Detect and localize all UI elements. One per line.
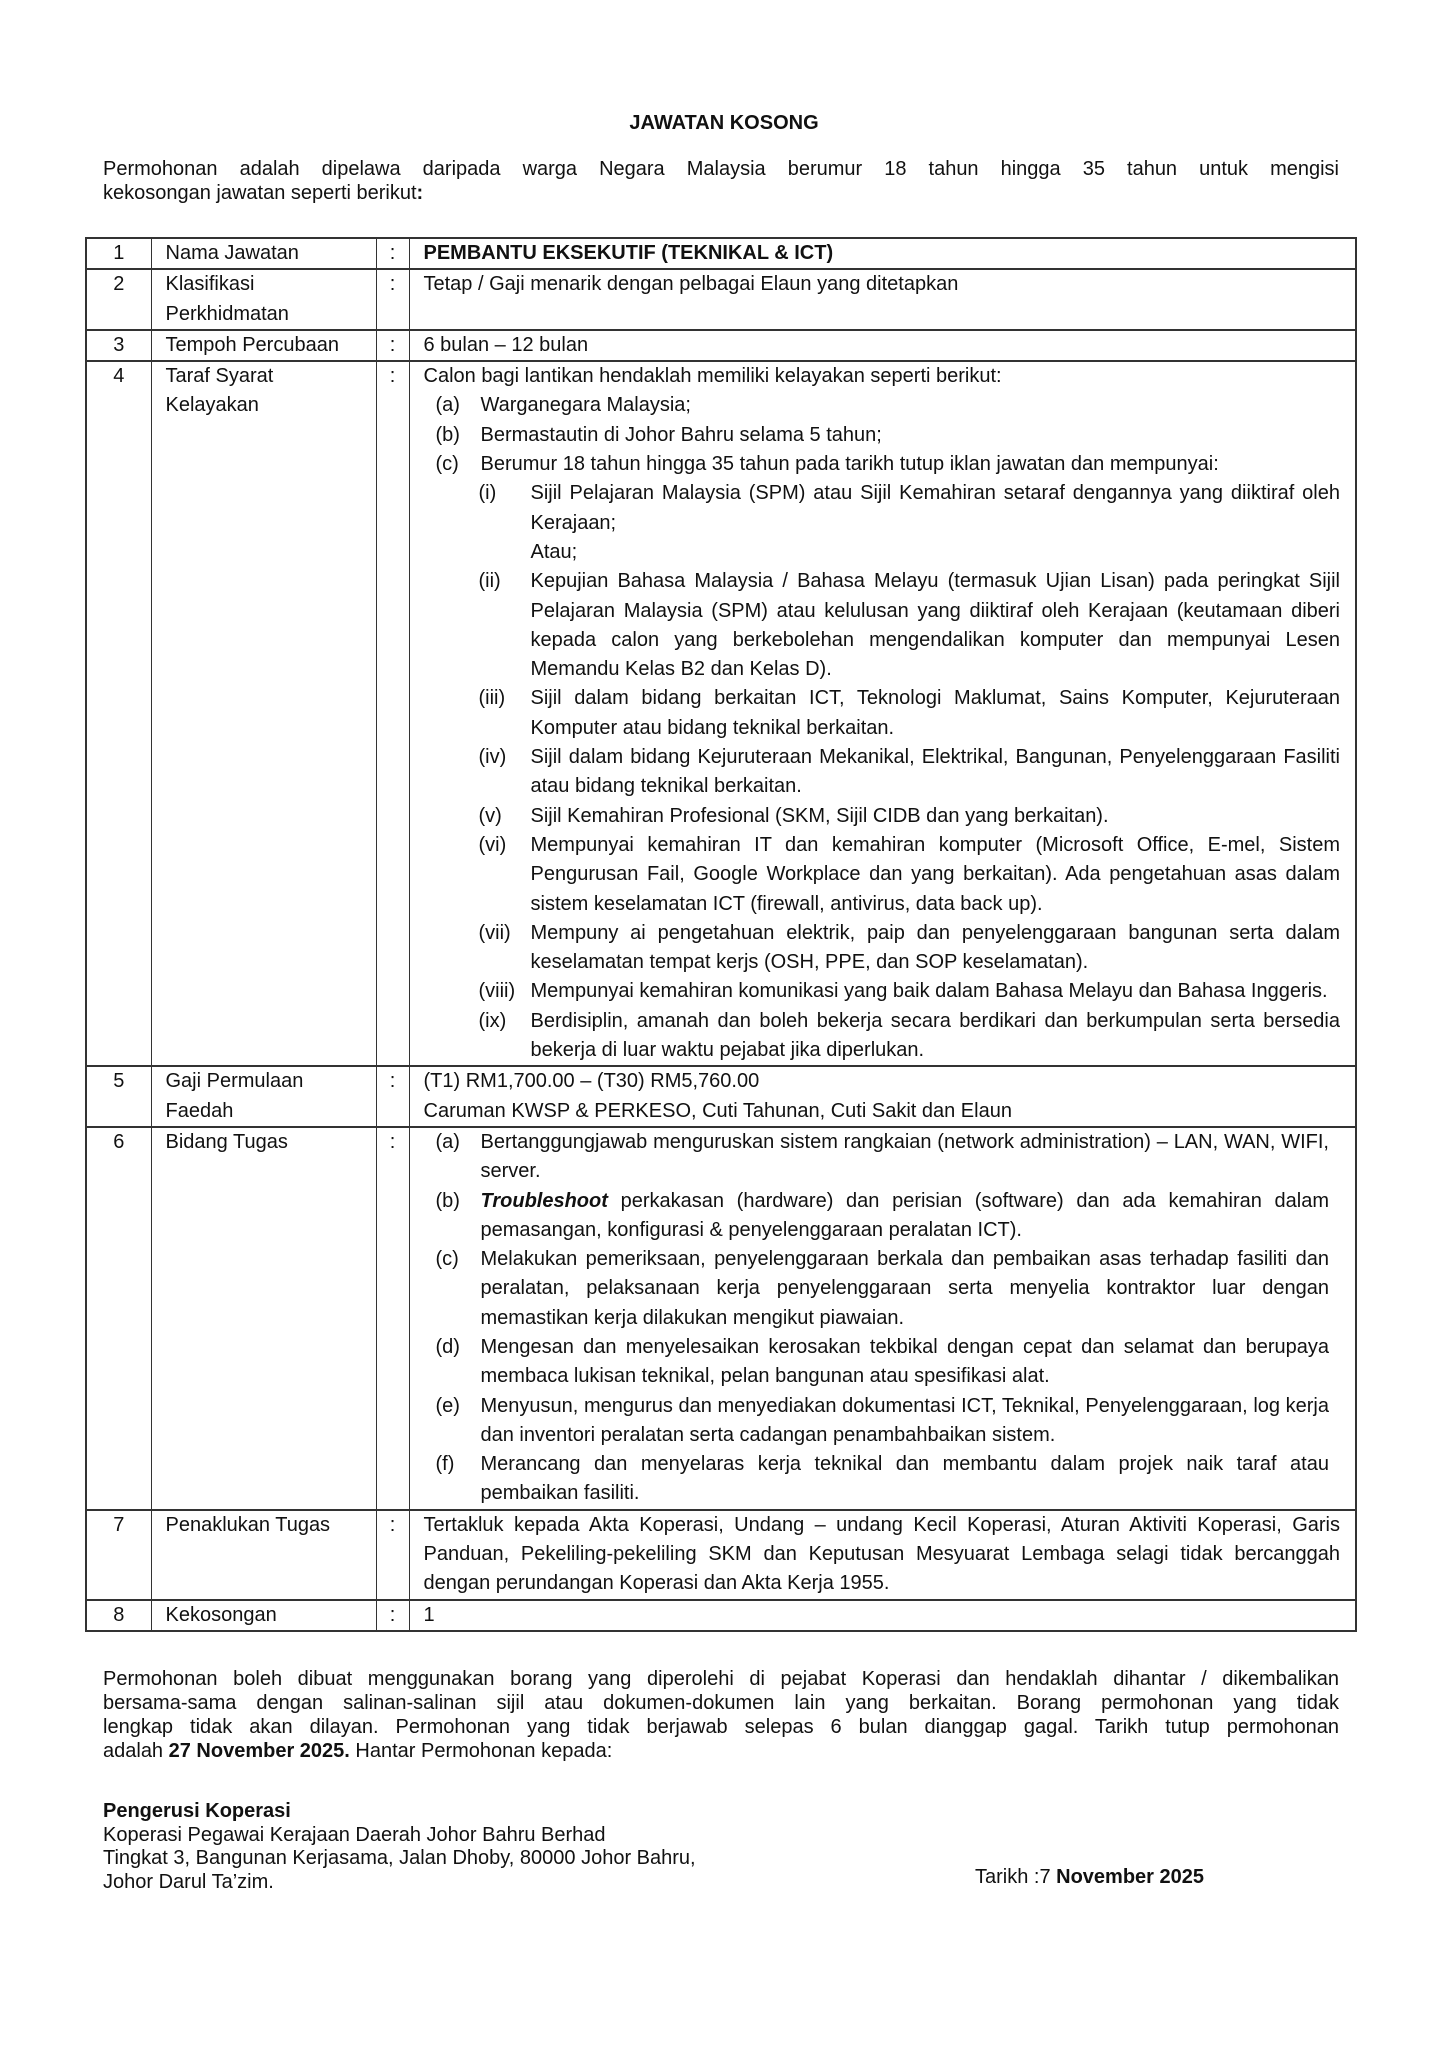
sub-list-item [424, 919, 1341, 978]
list-text: Sijil dalam bidang Kejuruteraan Mekanikal, Elektrikal, Bangunan, Penyelenggaraan Fasiliti atau bidang teknikal berkaitan. [530, 746, 1340, 798]
list-marker: (iii) [478, 687, 506, 710]
list-item [424, 450, 1341, 479]
list-marker: (vi) [478, 833, 507, 856]
list-marker: (a) [435, 1130, 460, 1153]
list-text: Berumur 18 tahun hingga 35 tahun pada tarikh tutup iklan jawatan dan mempunyai: [480, 453, 1219, 476]
address-line-3: Johor Darul Ta’zim. [103, 1870, 274, 1893]
list-text: Mempunyai kemahiran IT dan kemahiran komputer (Microsoft Office, E-mel, Sistem Pengurusan Fail, Google Workplace dan yang berkaitan). Ada pengetahuan asas dalam sistem keselamatan ICT (firewall, antivirus, data back up). [530, 833, 1340, 915]
closing-line-4-prefix: adalah [103, 1740, 169, 1762]
table-row-syarat-kelayakan [86, 361, 1356, 1066]
row-number: 1 [86, 238, 151, 269]
list-marker: (iv) [478, 746, 507, 769]
row-label: Tempoh Percubaan [151, 330, 376, 361]
intro-line-2 [103, 181, 1339, 205]
sub-list-item [424, 479, 1341, 538]
list-marker: (c) [435, 453, 459, 476]
row-number: 7 [86, 1510, 151, 1600]
row-number: 5 [86, 1066, 151, 1127]
row-separator: : [376, 1510, 409, 1600]
address-line-1: Koperasi Pegawai Kerajaan Daerah Johor Bahru Berhad [103, 1823, 606, 1846]
table-row-nama-jawatan [86, 238, 1356, 269]
list-marker: (viii) [478, 980, 516, 1003]
salary-value [409, 1066, 1356, 1127]
list-text: Kepujian Bahasa Malaysia / Bahasa Melayu (termasuk Ujian Lisan) pada peringkat Sijil Pelajaran Malaysia (SPM) atau kelulusan yang diiktiraf oleh Kerajaan (keutamaan diberi kepada calon yang berkebolehan mengendalikan komputer dan mempunyai Lesen Memandu Kelas B2 dan Kelas D). [530, 570, 1340, 681]
sub-list-item [424, 977, 1341, 1006]
intro-line-2-text: kekosongan jawatan seperti berikut [103, 182, 417, 204]
list-marker: (ix) [478, 1009, 507, 1032]
row-number: 4 [86, 361, 151, 1066]
row-label [151, 269, 376, 330]
intro-colon: : [416, 182, 424, 204]
list-text: Warganegara Malaysia; [480, 394, 691, 417]
sub-list-item [424, 684, 1341, 743]
list-text: Mempunyai kemahiran komunikasi yang baik dalam Bahasa Melayu dan Bahasa Inggeris. [530, 980, 1328, 1003]
list-marker: (v) [478, 804, 502, 827]
job-details-table [85, 237, 1357, 1632]
list-text: Menyusun, mengurus dan menyediakan dokumentasi ICT, Teknikal, Penyelenggaraan, log kerja dan inventori peralatan serta cadangan penambahbaikan sistem. [480, 1394, 1329, 1446]
table-row-gaji [86, 1066, 1356, 1127]
row-label [151, 1066, 376, 1127]
intro-line-1: Permohonan adalah dipelawa daripada warga Negara Malaysia berumur 18 tahun hingga 35 tahun untuk mengisi [103, 158, 1339, 180]
row-label-line-1: Gaji Permulaan [165, 1070, 304, 1093]
list-text: Mempuny ai pengetahuan elektrik, paip dan penyelenggaraan bangunan serta dalam keselamatan tempat kerjs (OSH, PPE, dan SOP keselamatan). [530, 921, 1340, 974]
closing-line-1: Permohonan boleh dibuat menggunakan borang yang diperolehi di pejabat Koperasi dan hendaklah dihantar / dikembalikan [103, 1668, 1339, 1690]
sub-list-item [424, 831, 1341, 919]
row-number: 2 [86, 269, 151, 330]
table-row-klasifikasi [86, 269, 1356, 330]
list-text: Mengesan dan menyelesaikan kerosakan tekbikal dengan cepat dan selamat dan berupaya membaca lukisan teknikal, pelan bangunan atau spesifikasi alat. [480, 1335, 1329, 1388]
list-text: Sijil Kemahiran Profesional (SKM, Sijil CIDB dan yang berkaitan). [530, 804, 1109, 827]
list-marker: (a) [435, 394, 460, 417]
address-line-2: Tingkat 3, Bangunan Kerjasama, Jalan Dhoby, 80000 Johor Bahru, [103, 1847, 696, 1869]
list-item [424, 1450, 1330, 1509]
subject-to-value: Tertakluk kepada Akta Koperasi, Undang – undang Kecil Koperasi, Aturan Aktiviti Koperasi, Garis Panduan, Pekeliling-pekeliling SKM dan Keputusan Mesyuarat Lembaga selagi tidak bercanggah dengan perundangan Koperasi dan Akta Kerja 1955. [409, 1510, 1356, 1600]
list-text: Bermastautin di Johor Bahru selama 5 tahun; [480, 423, 882, 446]
closing-line-4-suffix: Hantar Permohonan kepada: [349, 1740, 613, 1762]
date-month-year: November 2025 [1050, 1866, 1205, 1888]
row-label: Kekosongan [151, 1600, 376, 1631]
sub-list-item [424, 1007, 1341, 1066]
row-label-line-2: Kelayakan [165, 394, 259, 417]
list-marker: (f) [435, 1453, 455, 1476]
table-row-bidang-tugas [86, 1127, 1356, 1510]
closing-line-3: lengkap tidak akan dilayan. Permohonan yang tidak berjawab selepas 6 bulan dianggap gagal. Tarikh tutup permohonan [103, 1716, 1339, 1738]
list-text [481, 1187, 1330, 1246]
row-label-line-2: Faedah [165, 1099, 234, 1122]
row-separator: : [376, 330, 409, 361]
recipient-title: Pengerusi Koperasi [103, 1800, 291, 1822]
list-item [424, 1333, 1330, 1392]
sub-list-item [424, 567, 1341, 684]
page-title: JAWATAN KOSONG [629, 112, 819, 134]
duties-value [409, 1127, 1356, 1510]
list-item [424, 1128, 1330, 1187]
list-marker: (vii) [478, 921, 511, 944]
row-number: 6 [86, 1127, 151, 1510]
row-separator: : [376, 269, 409, 330]
sub-list-item [424, 802, 1341, 831]
date-day: 7 [1039, 1866, 1051, 1888]
list-marker: (i) [478, 482, 497, 505]
intro-paragraph [103, 157, 1339, 205]
list-marker: (c) [435, 1248, 459, 1271]
list-marker: (ii) [478, 570, 501, 593]
list-marker: (b) [435, 1189, 460, 1212]
list-item [424, 1392, 1330, 1451]
list-text: Merancang dan menyelaras kerja teknikal dan membantu dalam projek naik taraf atau pembaikan fasiliti. [480, 1453, 1329, 1505]
row-label-line-1: Klasifikasi [165, 273, 255, 296]
list-item [424, 1245, 1330, 1333]
list-marker: (e) [435, 1394, 460, 1417]
closing-paragraph [103, 1667, 1339, 1763]
list-text: Bertanggungjawab menguruskan sistem rangkaian (network administration) – LAN, WAN, WIFI, server. [480, 1130, 1329, 1183]
row-label [151, 361, 376, 1066]
emphasis-text: Troubleshoot [480, 1189, 608, 1212]
closing-line-2: bersama-sama dengan salinan-salinan sijil atau dokumen-dokumen lain yang berkaitan. Borang permohonan yang tidak [103, 1692, 1339, 1714]
row-label-line-1: Taraf Syarat [165, 365, 274, 388]
row-separator: : [376, 238, 409, 269]
row-separator: : [376, 1600, 409, 1631]
row-separator: : [376, 361, 409, 1066]
qualifications-intro: Calon bagi lantikan hendaklah memiliki kelayakan seperti berikut: [423, 365, 1002, 388]
list-text: Sijil Pelajaran Malaysia (SPM) atau Sijil Kemahiran setaraf dengannya yang diiktiraf oleh Kerajaan; [530, 482, 1340, 534]
sub-list-item [424, 743, 1341, 802]
list-item [424, 391, 1341, 420]
benefits: Caruman KWSP & PERKESO, Cuti Tahunan, Cuti Sakit dan Elaun [423, 1099, 1012, 1122]
list-marker: (d) [435, 1335, 460, 1358]
list-item [424, 1187, 1330, 1246]
date-label: Tarikh : [975, 1866, 1040, 1888]
table-row-kekosongan [86, 1600, 1356, 1631]
closing-date: 27 November 2025. [168, 1740, 350, 1762]
row-number: 3 [86, 330, 151, 361]
table-row-penaklukan-tugas [86, 1510, 1356, 1600]
row-label: Bidang Tugas [151, 1127, 376, 1510]
job-title-value: PEMBANTU EKSEKUTIF (TEKNIKAL & ICT) [409, 238, 1356, 269]
row-separator: : [376, 1127, 409, 1510]
probation-value: 6 bulan – 12 bulan [409, 330, 1356, 361]
row-label: Nama Jawatan [151, 238, 376, 269]
row-number: 8 [86, 1600, 151, 1631]
row-label-line-2: Perkhidmatan [165, 302, 289, 325]
list-text: Sijil dalam bidang berkaitan ICT, Teknologi Maklumat, Sains Komputer, Kejuruteraan Komputer atau bidang teknikal berkaitan. [530, 687, 1340, 739]
salary-range: (T1) RM1,700.00 – (T30) RM5,760.00 [423, 1070, 760, 1093]
list-text: Berdisiplin, amanah dan boleh bekerja secara berdikari dan berkumpulan serta bersedia bekerja di luar waktu pejabat jika diperlukan. [530, 1009, 1340, 1062]
classification-value: Tetap / Gaji menarik dengan pelbagai Elaun yang ditetapkan [409, 269, 1356, 330]
list-text-rest: perkakasan (hardware) dan perisian (software) dan ada kemahiran dalam pemasangan, konfigurasi & penyelenggaraan peralatan ICT). [480, 1189, 1329, 1241]
row-label: Penaklukan Tugas [151, 1510, 376, 1600]
closing-line-4 [103, 1739, 1339, 1763]
qualifications-value [409, 361, 1356, 1066]
row-separator: : [376, 1066, 409, 1127]
document-date [975, 1866, 1204, 1890]
table-row-tempoh-percubaan [86, 330, 1356, 361]
list-item [424, 421, 1341, 450]
recipient-address [103, 1800, 696, 1894]
list-marker: (b) [435, 423, 460, 446]
vacancy-count-value: 1 [409, 1600, 1356, 1631]
list-text: Melakukan pemeriksaan, penyelenggaraan berkala dan pembaikan asas terhadap fasiliti dan peralatan, pelaksanaan kerja penyelenggaraan serta menyelia kontraktor luar dengan memastikan kerja dilakukan mengikut piawaian. [480, 1248, 1329, 1329]
atau-text: Atau; [530, 540, 578, 563]
